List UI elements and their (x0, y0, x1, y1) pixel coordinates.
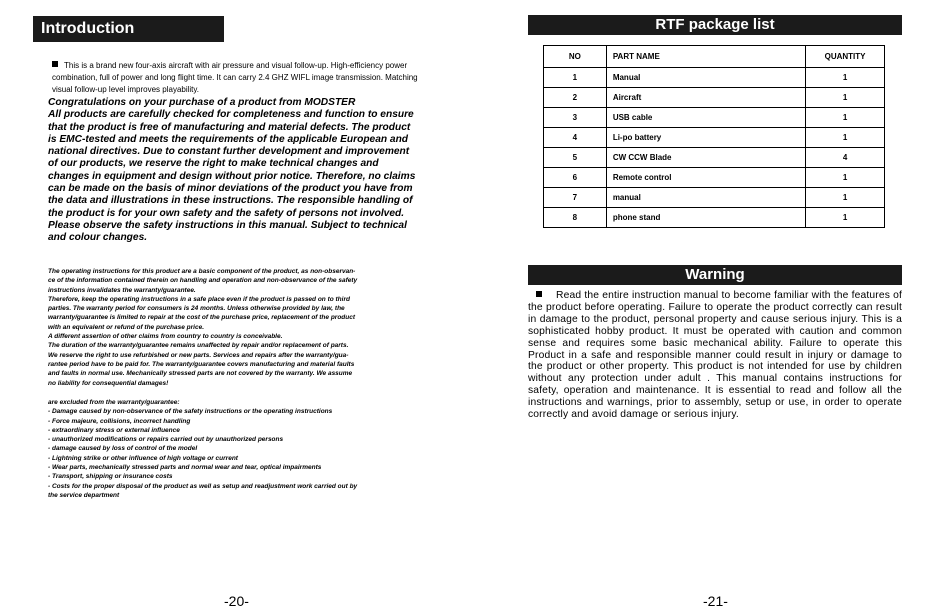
bullet-square-icon (52, 61, 58, 67)
congrats-line: is EMC-tested and meets the requirements of the applicable European and (48, 133, 409, 145)
congrats-line: the product is for your own safety and the safety of persons not involved. (48, 207, 405, 219)
warranty-line: The operating instructions for this product are a basic component of the product, as non-observan- (48, 268, 356, 275)
warranty-line: no liability for consequential damages! (48, 379, 169, 387)
introduction-heading: Introduction (33, 16, 224, 42)
congrats-line: the data and illustrations in these instructions. The responsible handling of (48, 195, 413, 207)
warranty-line: warranty/guarantee is limited to repair at the cost of the purchase price, replacement of the product (48, 314, 356, 322)
cell-quantity: 1 (806, 188, 885, 208)
table-row (544, 128, 885, 148)
table-header-row (544, 46, 885, 68)
exclusion-line: the service department (48, 491, 120, 499)
cell-no: 7 (544, 188, 607, 208)
header-no: NO (544, 46, 607, 68)
cell-no: 2 (544, 88, 607, 108)
cell-no: 8 (544, 208, 607, 228)
cell-part-name: CW CCW Blade (606, 148, 805, 168)
warning-text: Read the entire instruction manual to become familiar with the features of the product before operating. Failure to operate the product correctly can result in damage to the product, personal property and cause serious injury. This is a sophisticated hobby product. It must be operated with caution and common sense and requires some basic mechanical ability. Failure to operate this Product in a safe and responsible manner could result in injury or damage to the product or other property. This product is not intended for use by children without any protection under adult . This manual contains instructions for safety, operation and maintenance. It is essential to read and follow all the instructions and warnings, prior to assembly, setup or use, in order to operate correctly and avoid damage or serious injury. (528, 290, 902, 421)
table-row (544, 208, 885, 228)
congrats-line: of our products, we reserve the right to make technical changes and (48, 158, 379, 170)
cell-quantity: 4 (806, 148, 885, 168)
congrats-line: and colour changes. (48, 232, 148, 244)
congrats-line: that the product is free of manufacturing and material defects. The product (48, 121, 411, 133)
warranty-line: parties. The warranty period for consumers is 24 months. Unless otherwise provided by law, the (48, 305, 345, 313)
warranty-line: A different assertion of other claims from country to country is conceivable. (48, 333, 283, 341)
header-part-name: PART NAME (606, 46, 805, 68)
exclusion-line: - Costs for the proper disposal of the product as well as setup and readjustment work carried out by (48, 482, 358, 490)
cell-part-name: Li-po battery (606, 128, 805, 148)
cell-part-name: phone stand (606, 208, 805, 228)
intro-bullet-text: This is a brand new four-axis aircraft with air pressure and visual follow-up. High-efficiency power combination, full of power and long flight time. It can carry 2.4 GHZ WIFL image transmission. Matching visual follow-up level improves playability. (52, 61, 418, 94)
exclusion-line: - unauthorized modifications or repairs carried out by unauthorized persons (48, 436, 284, 444)
cell-part-name: manual (606, 188, 805, 208)
congrats-line: national directives. Due to constant further development and improvement (48, 146, 410, 158)
cell-part-name: Aircraft (606, 88, 805, 108)
warning-paragraph (528, 290, 902, 421)
warranty-paragraph (48, 267, 428, 388)
warranty-line: with an equivalent or refund of the purchase price. (48, 323, 205, 331)
congrats-line: can be made on the basis of minor deviations of the product you have from (48, 183, 413, 195)
exclusion-line: - damage caused by loss of control of the model (48, 445, 198, 453)
cell-no: 4 (544, 128, 607, 148)
warranty-line: Therefore, keep the operating instructions in a safe place even if the product is passed on to third (48, 295, 350, 303)
cell-quantity: 1 (806, 108, 885, 128)
cell-quantity: 1 (806, 168, 885, 188)
warranty-line: instructions invalidates the warranty/guarantee. (48, 286, 196, 294)
warranty-line: and faults in normal use. Mechanically stressed parts are not covered by the warranty. We assume (48, 370, 353, 378)
exclusion-line: - Damage caused by non-observance of the safety instructions or the operating instructions (48, 408, 333, 416)
exclusion-line: - Transport, shipping or insurance costs (48, 473, 173, 481)
congrats-line: changes in equipment and design without prior notice. Therefore, no claims (48, 170, 416, 182)
package-list-table (543, 45, 885, 228)
cell-no: 5 (544, 148, 607, 168)
table-row (544, 88, 885, 108)
warranty-line: The duration of the warranty/guarantee remains unaffected by repair and/or replacement of parts. (48, 342, 349, 350)
table-row (544, 68, 885, 88)
exclusion-line: are excluded from the warranty/guarantee: (48, 399, 180, 406)
cell-quantity: 1 (806, 128, 885, 148)
page-number-left: -20- (224, 593, 249, 609)
bullet-square-icon (536, 291, 542, 297)
page-number-right: -21- (703, 593, 728, 609)
table-row (544, 148, 885, 168)
exclusions-list (48, 398, 428, 500)
congrats-line: All products are carefully checked for completeness and function to ensure (48, 109, 414, 121)
warranty-line: rantee period have to be paid for. The warranty/guarantee covers manufacturing and material faults (48, 360, 355, 368)
table-row (544, 188, 885, 208)
cell-part-name: Remote control (606, 168, 805, 188)
right-page (475, 0, 950, 612)
rtf-package-heading: RTF package list (528, 15, 902, 35)
congrats-line: Congratulations on your purchase of a product from MODSTER (48, 97, 356, 108)
header-quantity: QUANTITY (806, 46, 885, 68)
cell-quantity: 1 (806, 68, 885, 88)
exclusion-line: - Wear parts, mechanically stressed parts and normal wear and tear, optical impairments (48, 464, 322, 472)
cell-part-name: USB cable (606, 108, 805, 128)
cell-quantity: 1 (806, 208, 885, 228)
congratulations-paragraph (48, 97, 428, 245)
cell-quantity: 1 (806, 88, 885, 108)
intro-bullet (52, 60, 430, 96)
cell-no: 3 (544, 108, 607, 128)
warranty-line: We reserve the right to use refurbished or new parts. Services and repairs after the warranty/gua- (48, 351, 349, 359)
cell-no: 6 (544, 168, 607, 188)
cell-part-name: Manual (606, 68, 805, 88)
table-row (544, 108, 885, 128)
cell-no: 1 (544, 68, 607, 88)
exclusion-line: - Force majeure, collisions, incorrect handling (48, 417, 191, 425)
table-row (544, 168, 885, 188)
exclusion-line: - Lightning strike or other influence of high voltage or current (48, 454, 238, 462)
warranty-line: ce of the information contained therein on handling and operation and non-observance of the safety (48, 277, 358, 285)
exclusion-line: - extraordinary stress or external influence (48, 426, 180, 434)
warning-heading: Warning (528, 265, 902, 285)
congrats-line: Please observe the safety instructions in this manual. Subject to technical (48, 219, 407, 231)
